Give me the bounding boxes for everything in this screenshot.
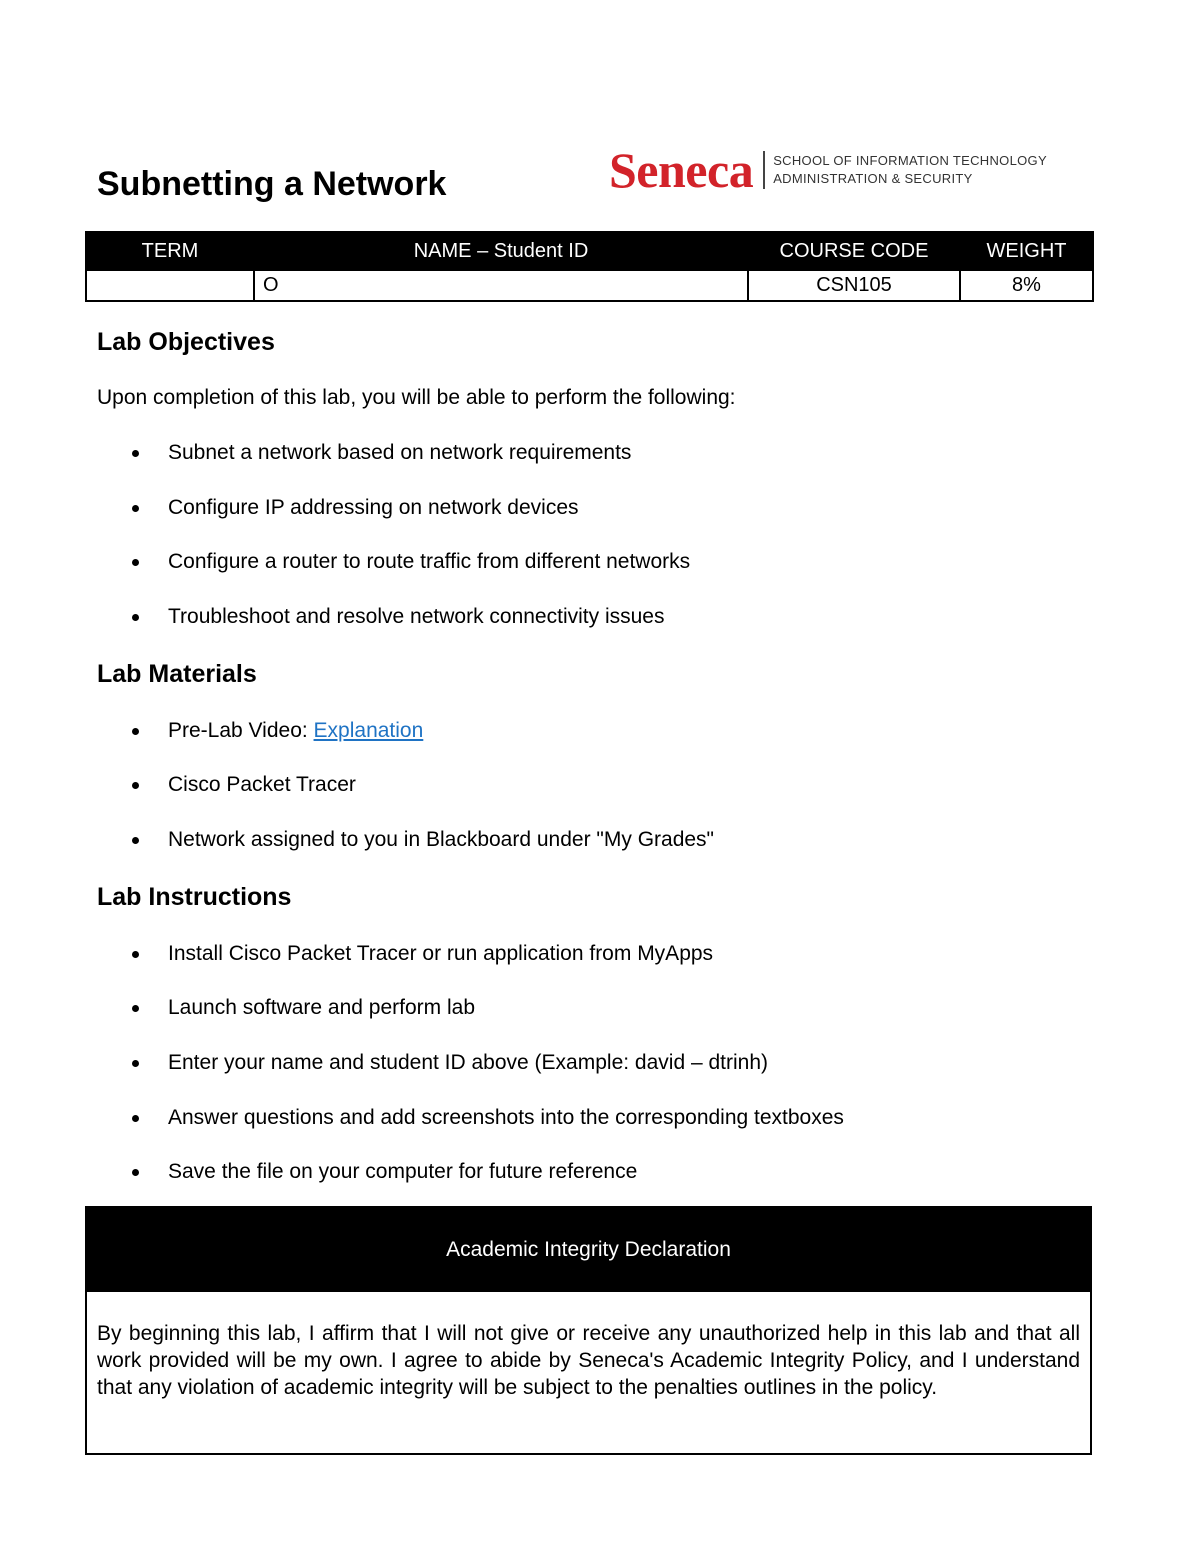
integrity-statement: By beginning this lab, I affirm that I will not give or receive any unauthorized help in this lab and that all work provided will be my own. I agree to abide by Seneca's Academic Integrity Policy, and I understand that any violation of academic integrity will be subject to the penalties outlines in the policy. xyxy=(97,1322,1080,1399)
list-item xyxy=(0,1103,1000,1133)
bullet-icon xyxy=(132,728,139,735)
list-item-text: Install Cisco Packet Tracer or run application from MyApps xyxy=(168,942,714,965)
bullet-icon xyxy=(132,450,139,457)
header-name-student-id: NAME – Student ID xyxy=(254,232,748,270)
term-field[interactable] xyxy=(86,270,254,301)
list-item xyxy=(0,716,1000,746)
list-item-text: Subnet a network based on network requirements xyxy=(168,441,632,464)
bullet-icon xyxy=(132,559,139,566)
list-item-text xyxy=(168,716,423,746)
objectives-heading: Lab Objectives xyxy=(97,328,275,356)
logo-subtitle-line-2: ADMINISTRATION & SECURITY xyxy=(773,171,973,186)
bullet-icon xyxy=(132,505,139,512)
logo-subtitle-line-1: SCHOOL OF INFORMATION TECHNOLOGY xyxy=(773,153,1047,168)
course-info-table xyxy=(85,231,1094,302)
list-item xyxy=(0,825,1000,855)
list-item-text: Launch software and perform lab xyxy=(168,996,476,1019)
weight-cell: 8% xyxy=(960,270,1093,301)
list-item-text: Troubleshoot and resolve network connectivity issues xyxy=(168,605,665,628)
academic-integrity-box xyxy=(85,1206,1092,1455)
table-row xyxy=(86,270,1093,301)
course-code-cell: CSN105 xyxy=(748,270,960,301)
list-item-text: Cisco Packet Tracer xyxy=(168,773,356,796)
explanation-link[interactable]: Explanation xyxy=(313,719,424,742)
integrity-heading: Academic Integrity Declaration xyxy=(87,1208,1090,1292)
list-item-text: Save the file on your computer for future reference xyxy=(168,1160,638,1183)
objectives-intro: Upon completion of this lab, you will be able to perform the following: xyxy=(97,386,736,409)
name-student-id-field[interactable]: O xyxy=(254,270,748,301)
seneca-logo xyxy=(609,144,1047,196)
table-header-row xyxy=(86,232,1093,270)
logo-wordmark: Seneca xyxy=(609,142,754,198)
list-item xyxy=(0,770,1000,800)
page-title: Subnetting a Network xyxy=(97,165,447,203)
header-course-code: COURSE CODE xyxy=(748,232,960,270)
list-item xyxy=(0,438,1000,468)
list-item-text: Configure a router to route traffic from different networks xyxy=(168,550,691,573)
list-item-text: Enter your name and student ID above (Example: david – dtrinh) xyxy=(168,1051,768,1074)
bullet-icon xyxy=(132,614,139,621)
list-item xyxy=(0,547,1000,577)
bullet-icon xyxy=(132,837,139,844)
header-term: TERM xyxy=(86,232,254,270)
list-item xyxy=(0,493,1000,523)
bullet-icon xyxy=(132,951,139,958)
list-item xyxy=(0,602,1000,632)
bullet-icon xyxy=(132,1169,139,1176)
bullet-icon xyxy=(132,1060,139,1067)
materials-heading: Lab Materials xyxy=(97,660,257,688)
list-item xyxy=(0,993,1000,1023)
list-item-text: Network assigned to you in Blackboard under "My Grades" xyxy=(168,828,715,851)
bullet-icon xyxy=(132,1005,139,1012)
logo-divider xyxy=(763,151,765,189)
bullet-icon xyxy=(132,782,139,789)
logo-subtitle xyxy=(773,152,1047,188)
list-item xyxy=(0,939,1000,969)
prelab-video-label: Pre-Lab Video: xyxy=(168,719,314,742)
instructions-heading: Lab Instructions xyxy=(97,883,292,911)
list-item-text: Answer questions and add screenshots into the corresponding textboxes xyxy=(168,1106,844,1129)
list-item-text: Configure IP addressing on network devices xyxy=(168,496,579,519)
header-weight: WEIGHT xyxy=(960,232,1093,270)
list-item xyxy=(0,1048,1000,1078)
list-item xyxy=(0,1157,1000,1187)
bullet-icon xyxy=(132,1115,139,1122)
